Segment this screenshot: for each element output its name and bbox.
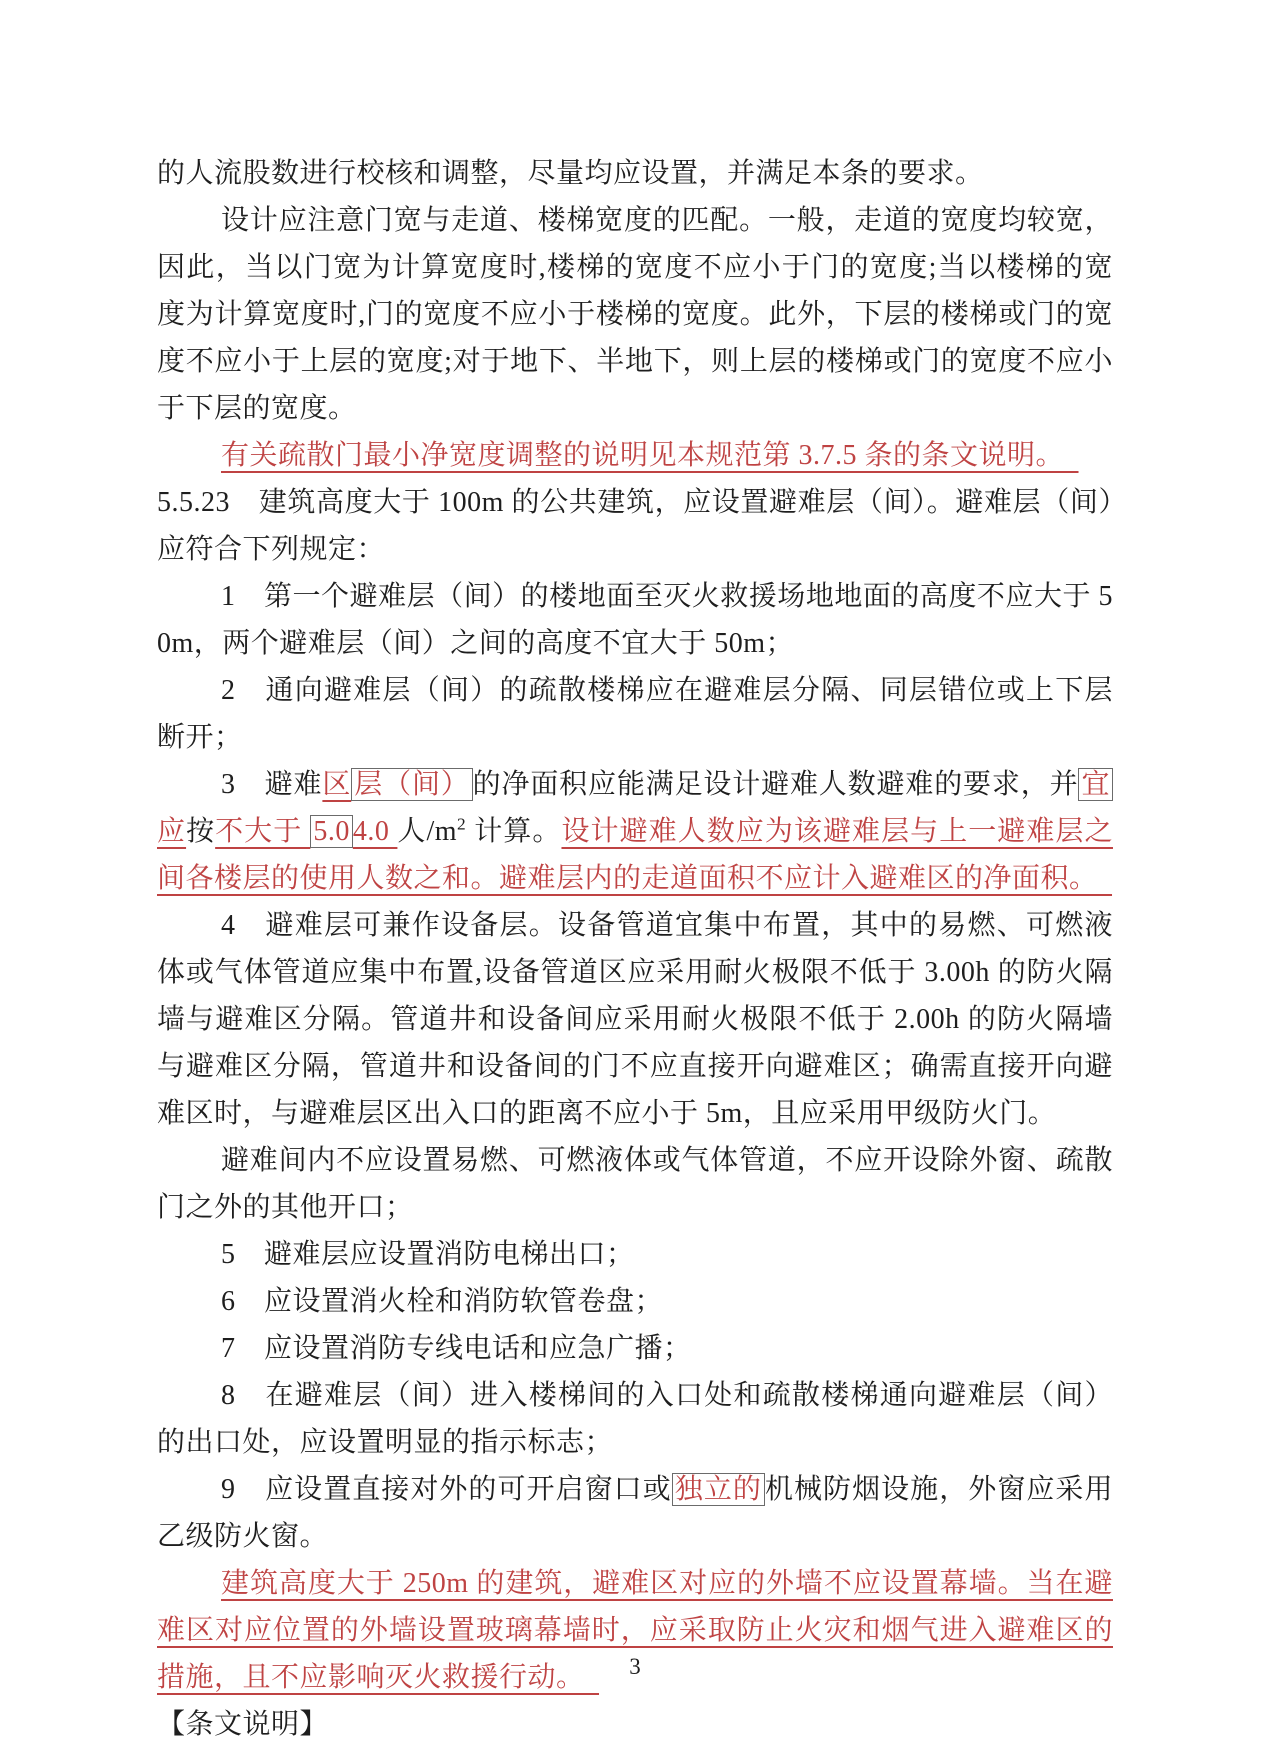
- text-run: 2 通向避难层（间）的疏散楼梯应在避难层分隔、同层错位或上下层断开；: [157, 675, 1113, 753]
- text-run: 3 避难: [221, 769, 323, 800]
- clause-item-2: [157, 667, 1113, 761]
- deleted-text: 独立的: [672, 1473, 765, 1506]
- page-footer: [157, 1652, 1113, 1682]
- text-run: 6 应设置消火栓和消防软管卷盘；: [221, 1286, 664, 1317]
- superscript-text: 2: [457, 814, 467, 834]
- text-run: 9 应设置直接对外的可开启窗口或: [221, 1474, 672, 1505]
- inserted-text: 设计避难人数应为该避难层与上一避难层之间各楼层的使用人数之和。避难层内的走道面积不应计入避难区的净面积。: [157, 816, 1113, 894]
- text-run: 8 在避难层（间）进入楼梯间的入口处和疏散楼梯通向避难层（间）的出口处，应设置明显的指示标志；: [157, 1380, 1113, 1458]
- text-run: 5.5.23 建筑高度大于 100m 的公共建筑，应设置避难层（间）。避难层（间）应符合下列规定：: [157, 487, 1113, 565]
- body-paragraph-continuation: [157, 150, 1113, 197]
- text-run: 人/m: [397, 816, 458, 847]
- deleted-text: 宜: [1078, 768, 1113, 801]
- clause-item-5: [157, 1231, 1113, 1278]
- commentary-label: [157, 1701, 1113, 1748]
- revision-note-3-7-5: [157, 432, 1113, 479]
- text-run: 避难间内不应设置易燃、可燃液体或气体管道，不应开设除外窗、疏散门之外的其他开口；: [157, 1145, 1113, 1223]
- deleted-text: 层（间）: [351, 768, 472, 801]
- text-run: 5 避难层应设置消防电梯出口；: [221, 1239, 635, 1270]
- clause-item-4-continuation: [157, 1137, 1113, 1231]
- text-run: 设计应注意门宽与走道、楼梯宽度的匹配。一般，走道的宽度均较宽，因此，当以门宽为计算宽度时,楼梯的宽度不应小于门的宽度;当以楼梯的宽度为计算宽度时,门的宽度不应小于楼梯的宽度。此外，下层的楼梯或门的宽度不应小于上层的宽度;对于地下、半地下，则上层的楼梯或门的宽度不应小于下层的宽度。: [157, 205, 1113, 424]
- text-run: 计算。: [466, 816, 562, 847]
- inserted-text: 不大于: [215, 816, 311, 847]
- clause-item-9: [157, 1466, 1113, 1560]
- inserted-text: 应: [157, 816, 187, 847]
- text-run: 7 应设置消防专线电话和应急广播；: [221, 1333, 692, 1364]
- clause-5-5-23-heading: [157, 479, 1113, 573]
- text-run: 4 避难层可兼作设备层。设备管道宜集中布置，其中的易燃、可燃液体或气体管道应集中布置,设备管道区应采用耐火极限不低于 3.00h 的防火隔墙与避难区分隔。管道井和设备间应采用耐火极限不低于 2.00h 的防火隔墙与避难区分隔，管道井和设备间的门不应直接开向避难区；确需直接开向避难区时，与避难层区出入口的距离不应小于 5m，且应采用甲级防火门。: [157, 910, 1113, 1129]
- text-run: 按: [186, 816, 216, 847]
- clause-item-7: [157, 1325, 1113, 1372]
- text-run: 1 第一个避难层（间）的楼地面至灭火救援场地地面的高度不应大于 50m，两个避难层（间）之间的高度不宜大于 50m；: [157, 581, 1113, 659]
- clause-item-4: [157, 902, 1113, 1137]
- inserted-text: 建筑高度大于 250m 的建筑，避难区对应的外墙不应设置幕墙。当在避难区对应位置的外墙设置玻璃幕墙时，应采取防止火灾和烟气进入避难区的措施，且不应影响灭火救援行动。: [157, 1568, 1113, 1693]
- deleted-text: 5.0: [310, 815, 353, 848]
- clause-item-6: [157, 1278, 1113, 1325]
- clause-item-1: [157, 573, 1113, 667]
- body-paragraph-door-width: [157, 197, 1113, 432]
- inserted-text: 有关疏散门最小净宽度调整的说明见本规范第 3.7.5 条的条文说明。: [221, 440, 1079, 471]
- text-run: 的人流股数进行校核和调整，尽量均应设置，并满足本条的要求。: [157, 158, 984, 189]
- inserted-text: 4.0: [352, 816, 398, 847]
- text-run: 【条文说明】: [157, 1709, 329, 1740]
- page-number: 3: [629, 1654, 641, 1679]
- clause-item-3: [157, 761, 1113, 902]
- inserted-text: 区: [322, 769, 352, 800]
- document-content: [157, 150, 1113, 1748]
- text-run: 机械防烟设施，外窗应采用乙级防火窗。: [157, 1474, 1113, 1552]
- clause-item-8: [157, 1372, 1113, 1466]
- text-run: 的净面积应能满足设计避难人数避难的要求，并: [472, 769, 1079, 800]
